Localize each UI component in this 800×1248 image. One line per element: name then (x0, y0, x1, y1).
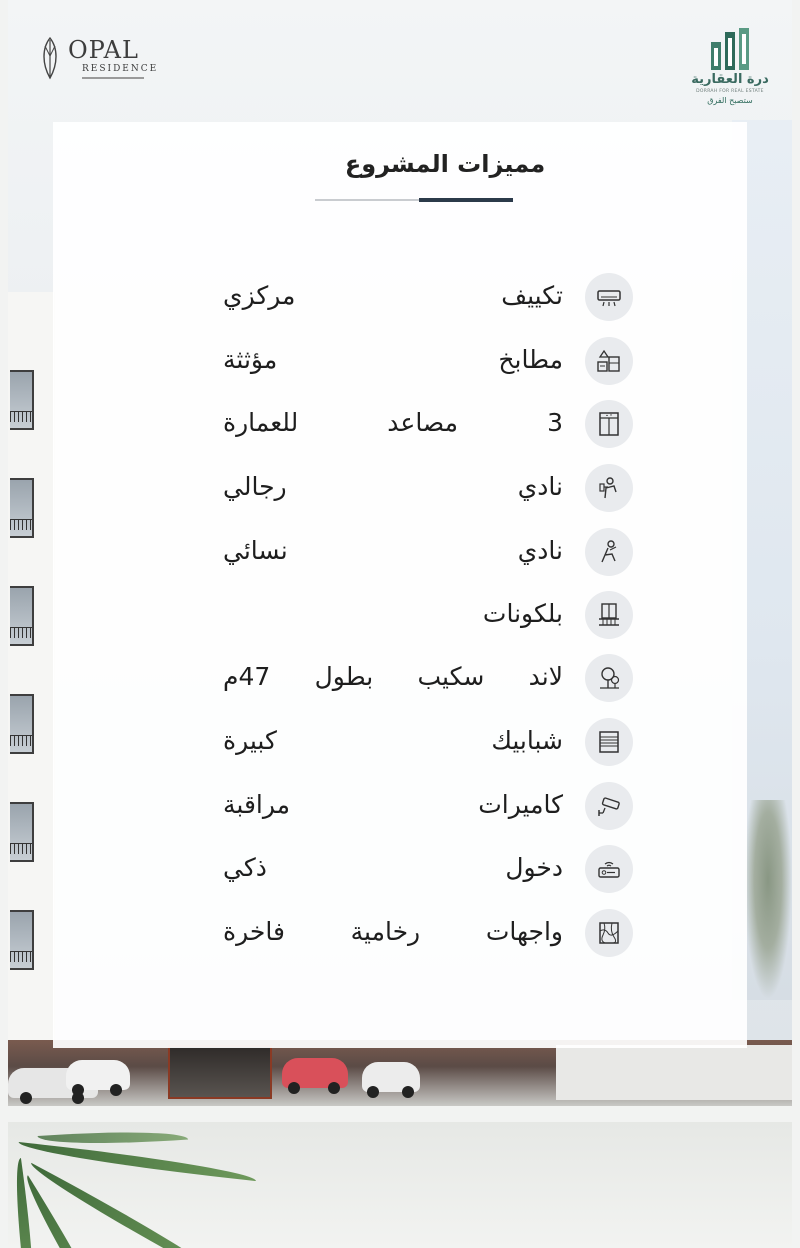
title-underline-accent (419, 198, 513, 202)
feature-label: شبابيك كبيرة (223, 726, 563, 755)
section-title: مميزات المشروع (344, 150, 546, 178)
building-window (10, 910, 34, 970)
opal-leaf-icon (38, 36, 62, 80)
feature-label: بلكونات (482, 599, 563, 628)
feature-item (213, 654, 633, 704)
building-window (10, 694, 34, 754)
landscape-tree-icon (585, 654, 633, 702)
durra-english: DORRAH FOR REAL ESTATE (696, 89, 764, 94)
feature-item (213, 718, 633, 768)
features-card (53, 122, 747, 1048)
durra-real-estate-logo (690, 26, 770, 112)
car-image (66, 1060, 130, 1090)
smart-entry-icon (585, 845, 633, 893)
air-conditioner-icon (585, 273, 633, 321)
marble-facade-icon (585, 909, 633, 957)
opal-subtitle: RESIDENCE (82, 64, 159, 74)
feature-item (213, 845, 633, 895)
feature-item (213, 464, 633, 514)
kitchen-icon (585, 337, 633, 385)
building-window (10, 478, 34, 538)
durra-tagline: ستصبح الفرق (707, 96, 753, 105)
feature-item (213, 528, 633, 578)
feature-label: نادي نسائي (223, 536, 563, 565)
opal-tagline-line (82, 77, 144, 79)
feature-item (213, 909, 633, 959)
building-facade (8, 292, 55, 1052)
feature-label: تكييف مركزي (223, 281, 563, 310)
opal-residence-logo (38, 36, 168, 86)
mens-gym-icon (585, 464, 633, 512)
building-window (10, 370, 34, 430)
womens-gym-icon (585, 528, 633, 576)
feature-label: مطابخ مؤثثة (223, 345, 563, 374)
bottom-photo (8, 1122, 792, 1248)
opal-title: OPAL (68, 36, 139, 64)
feature-item (213, 782, 633, 832)
durra-building-icon (705, 26, 755, 72)
feature-label: لاند سكيب بطول 47م (223, 662, 563, 691)
feature-item (213, 591, 633, 641)
elevator-icon (585, 400, 633, 448)
window-icon (585, 718, 633, 766)
feature-label: 3 مصاعد للعمارة (223, 408, 563, 437)
feature-label: نادي رجالي (223, 472, 563, 501)
feature-item (213, 337, 633, 387)
durra-name: درة العقارية (691, 72, 769, 87)
feature-label: واجهات رخامية فاخرة (223, 917, 563, 946)
building-window (10, 802, 34, 862)
car-image (362, 1062, 420, 1092)
tree-image (744, 800, 792, 1000)
feature-item (213, 273, 633, 323)
building-window (10, 586, 34, 646)
car-image (282, 1058, 348, 1088)
entrance-glass (168, 1045, 272, 1099)
feature-label: دخول ذكي (223, 853, 563, 882)
feature-label: كاميرات مراقبة (223, 790, 563, 819)
security-camera-icon (585, 782, 633, 830)
street-wall (556, 1045, 792, 1100)
balcony-icon (585, 591, 633, 639)
feature-item (213, 400, 633, 450)
